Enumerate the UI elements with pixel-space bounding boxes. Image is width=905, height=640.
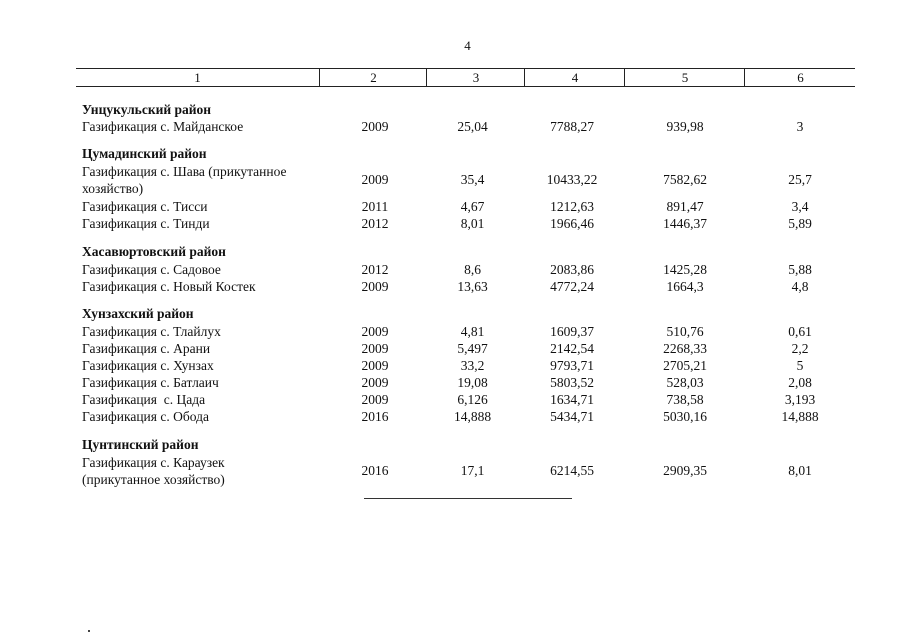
- row-col-5: 1425,28: [663, 262, 707, 277]
- row-year: 2016: [361, 463, 389, 478]
- page-number: 4: [464, 38, 471, 53]
- row-year: 2009: [361, 341, 389, 356]
- row-col-4: 10433,22: [546, 172, 598, 187]
- row-col-5: 1446,37: [663, 216, 707, 231]
- row-name: Газификация с. Майданское: [82, 119, 244, 134]
- row-col-6: 14,888: [781, 409, 819, 424]
- row-col-3: 8,01: [460, 216, 485, 231]
- row-col-4: 7788,27: [550, 119, 594, 134]
- row-col-3: 17,1: [460, 463, 485, 478]
- row-year: 2012: [361, 262, 389, 277]
- row-col-4: 5434,71: [550, 409, 594, 424]
- row-col-6: 2,08: [788, 375, 812, 390]
- row-col-4: 1212,63: [550, 199, 594, 214]
- row-year: 2009: [361, 279, 389, 294]
- row-year: 2009: [361, 324, 389, 339]
- row-name: Газификация с. Новый Костек: [82, 279, 256, 294]
- section-title: Хунзахский район: [82, 306, 194, 321]
- row-year: 2009: [361, 392, 389, 407]
- row-col-6: 2,2: [791, 341, 809, 356]
- header-col-4: 4: [524, 69, 625, 86]
- row-col-4: 1966,46: [550, 216, 594, 231]
- row-name: Газификация с. Обода: [82, 409, 209, 424]
- row-col-6: 3,193: [784, 392, 816, 407]
- row-year: 2016: [361, 409, 389, 424]
- row-col-4: 9793,71: [550, 358, 594, 373]
- row-col-5: 2909,35: [663, 463, 707, 478]
- row-name: Газификация с. Шава (прикутанное хозяйство): [82, 164, 287, 196]
- row-name: Газификация с. Тлайлух: [82, 324, 221, 339]
- row-year: 2009: [361, 358, 389, 373]
- row-col-3: 6,126: [457, 392, 488, 407]
- row-col-3: 4,67: [460, 199, 485, 214]
- row-col-4: 4772,24: [550, 279, 594, 294]
- row-col-4: 5803,52: [550, 375, 594, 390]
- row-year: 2009: [361, 119, 389, 134]
- section-title: Хасавюртовский район: [82, 244, 226, 259]
- row-col-3: 4,81: [460, 324, 485, 339]
- row-col-5: 738,58: [666, 392, 704, 407]
- row-col-6: 3: [796, 119, 804, 134]
- row-name: Газификация с. Батлаич: [82, 375, 219, 390]
- header-col-1: 1: [194, 70, 201, 85]
- row-col-4: 1634,71: [550, 392, 594, 407]
- row-col-3: 25,04: [457, 119, 488, 134]
- row-col-6: 3,4: [791, 199, 809, 214]
- row-col-6: 5: [796, 358, 804, 373]
- row-col-3: 19,08: [457, 375, 488, 390]
- row-year: 2009: [361, 375, 389, 390]
- section-title: Цунтинский район: [82, 437, 199, 452]
- row-col-6: 25,7: [788, 172, 812, 187]
- row-name: Газификация с. Садовое: [82, 262, 221, 277]
- row-col-3: 13,63: [457, 279, 488, 294]
- row-col-4: 2142,54: [550, 341, 594, 356]
- section-title: Унцукульский район: [82, 102, 212, 117]
- row-col-6: 5,89: [788, 216, 812, 231]
- row-name: Газификация с. Арани: [82, 341, 211, 356]
- row-name: Газификация с. Тисси: [82, 199, 208, 214]
- header-col-3: 3: [426, 69, 525, 86]
- row-col-3: 14,888: [453, 409, 492, 424]
- row-name: Газификация с. Тинди: [82, 216, 210, 231]
- row-col-3: 8,6: [464, 262, 481, 277]
- row-col-5: 939,98: [666, 119, 704, 134]
- row-col-3: 33,2: [460, 358, 485, 373]
- row-col-5: 7582,62: [663, 172, 707, 187]
- row-col-5: 2268,33: [663, 341, 707, 356]
- row-col-5: 528,03: [666, 375, 704, 390]
- row-col-5: 5030,16: [663, 409, 707, 424]
- row-col-3: 5,497: [457, 341, 488, 356]
- row-name: Газификация с. Цада: [82, 392, 206, 407]
- row-col-6: 5,88: [788, 262, 812, 277]
- row-name: Газификация с. Караузек (прикутанное хозяйство): [82, 455, 225, 487]
- header-col-2: 2: [319, 69, 427, 86]
- row-col-4: 1609,37: [550, 324, 594, 339]
- row-name: Газификация с. Хунзах: [82, 358, 214, 373]
- table-header: [76, 68, 855, 87]
- row-year: 2009: [361, 172, 389, 187]
- row-col-3: 35,4: [460, 172, 485, 187]
- header-col-5: 5: [624, 69, 745, 86]
- row-col-5: 510,76: [666, 324, 704, 339]
- scan-artifact: [88, 630, 90, 632]
- row-col-6: 8,01: [788, 463, 812, 478]
- row-year: 2011: [361, 199, 389, 214]
- header-col-6: 6: [744, 69, 856, 86]
- row-col-5: 891,47: [666, 199, 704, 214]
- row-col-4: 6214,55: [550, 463, 594, 478]
- row-year: 2012: [361, 216, 389, 231]
- row-col-4: 2083,86: [550, 262, 594, 277]
- row-col-5: 1664,3: [666, 279, 704, 294]
- end-of-table-rule: [364, 498, 572, 499]
- section-title: Цумадинский район: [82, 146, 207, 161]
- row-col-6: 4,8: [791, 279, 809, 294]
- row-col-6: 0,61: [788, 324, 812, 339]
- row-col-5: 2705,21: [663, 358, 707, 373]
